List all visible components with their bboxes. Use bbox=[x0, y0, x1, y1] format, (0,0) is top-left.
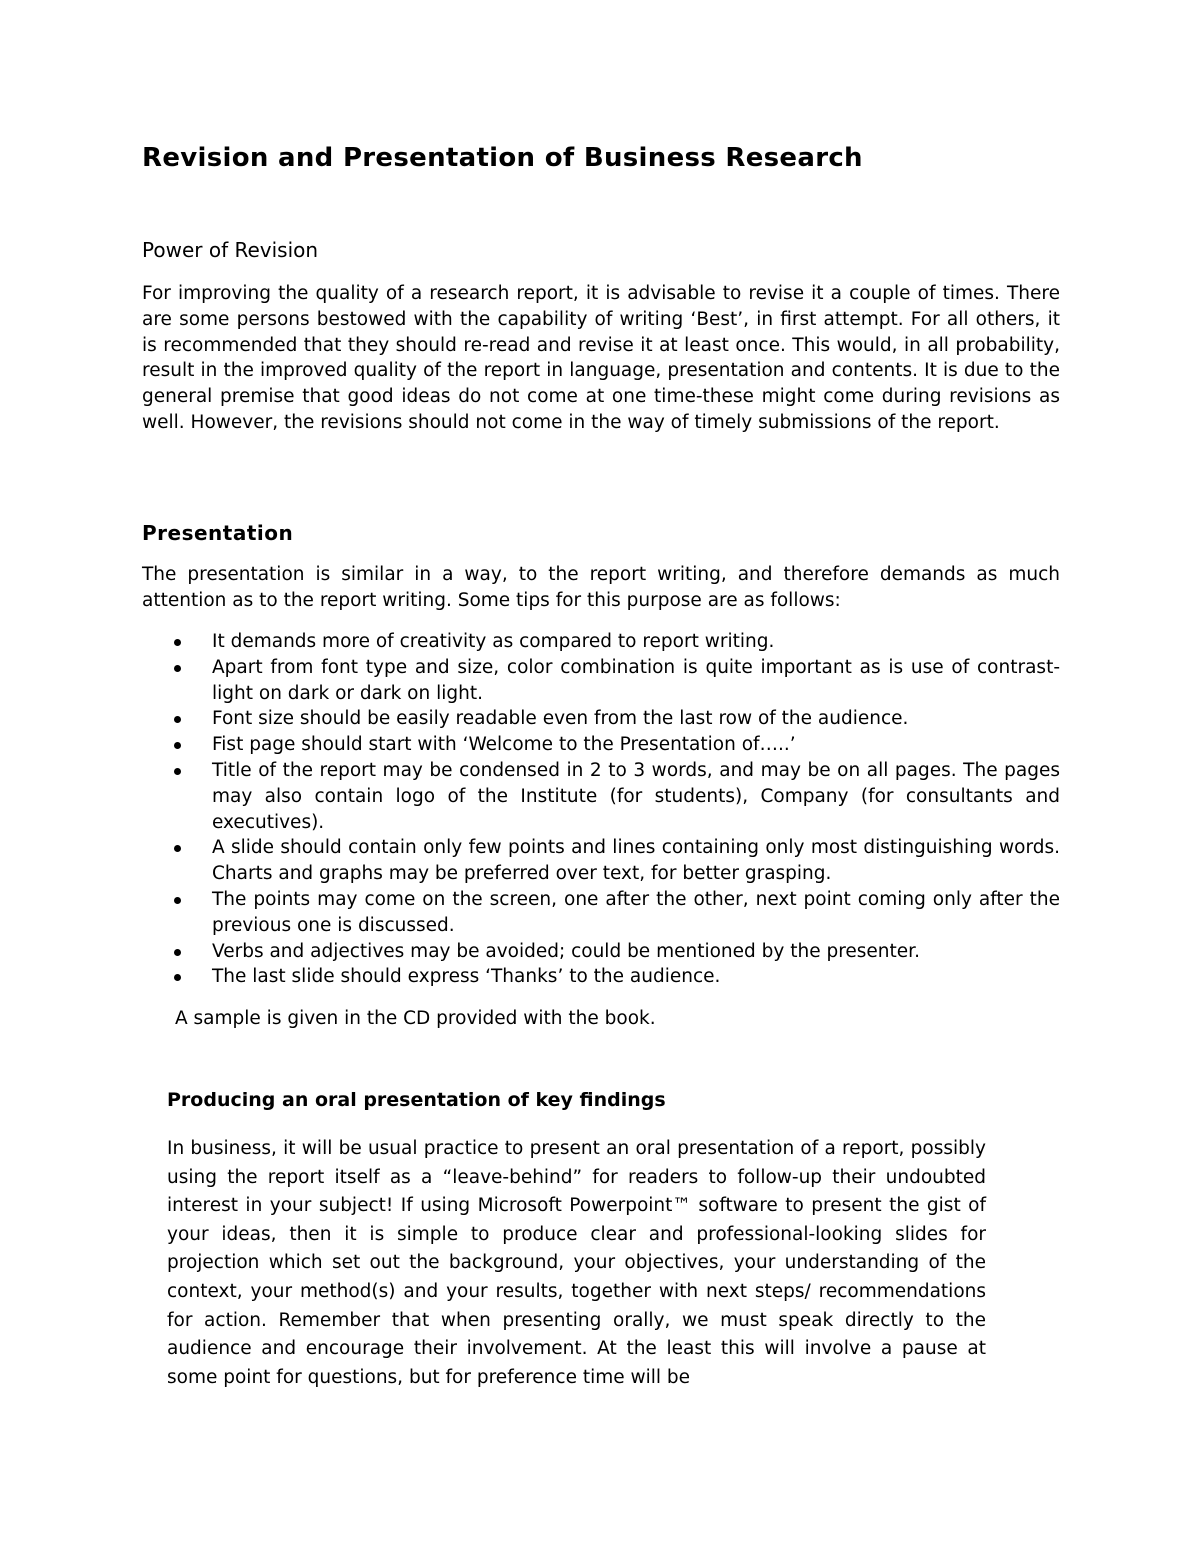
list-item bbox=[142, 629, 1060, 655]
list-item bbox=[142, 732, 1060, 758]
presentation-tips-list bbox=[142, 629, 1060, 990]
bullet-icon bbox=[174, 845, 181, 852]
list-item-text: Apart from font type and size, color combination is quite important as is use of contrast-light on dark or dark on light. bbox=[212, 656, 1060, 704]
list-item-text: Title of the report may be condensed in 2 to 3 words, and may be on all pages. The pages may also contain logo of the Institute (for students), Company (for consultants and executives). bbox=[212, 759, 1060, 833]
list-item-text: The points may come on the screen, one after the other, next point coming only after the previous one is discussed. bbox=[212, 888, 1060, 936]
list-item-text: The last slide should express ‘Thanks’ to the audience. bbox=[212, 966, 721, 988]
list-item-text: A slide should contain only few points and lines containing only most distinguishing words. Charts and graphs may be preferred over text, for better grasping. bbox=[212, 837, 1060, 885]
list-item bbox=[142, 964, 1060, 990]
list-item-text: Fist page should start with ‘Welcome to the Presentation of…..’ bbox=[212, 734, 796, 756]
bullet-icon bbox=[174, 639, 181, 646]
document-title: Revision and Presentation of Business Research bbox=[142, 143, 863, 173]
list-item-text: Verbs and adjectives may be avoided; could be mentioned by the presenter. bbox=[212, 940, 920, 962]
bullet-icon bbox=[174, 897, 181, 904]
list-item bbox=[142, 758, 1060, 835]
list-item-text: Font size should be easily readable even from the last row of the audience. bbox=[212, 708, 909, 730]
bullet-icon bbox=[174, 949, 181, 956]
heading-presentation: Presentation bbox=[142, 521, 294, 545]
list-item bbox=[142, 655, 1060, 707]
heading-oral-presentation: Producing an oral presentation of key findings bbox=[167, 1089, 666, 1111]
list-item bbox=[142, 887, 1060, 939]
paragraph-revision: For improving the quality of a research report, it is advisable to revise it a couple of times. There are some persons bestowed with the capability of writing ‘Best’, in first attempt. For all others, it is recommended that they should re-read and revise it at least once. This would, in all probability, result in the improved quality of the report in language, presentation and contents. It is due to the general premise that good ideas do not come at one time-these might come during revisions as well. However, the revisions should not come in the way of timely submissions of the report. bbox=[142, 283, 1060, 433]
paragraph-presentation-intro: The presentation is similar in a way, to the report writing, and therefore demands as much attention as to the report writing. Some tips for this purpose are as follows: bbox=[142, 564, 1060, 611]
list-item bbox=[142, 939, 1060, 965]
paragraph-oral-presentation: In business, it will be usual practice to present an oral presentation of a report, possibly using the report itself as a “leave-behind” for readers to follow-up their undoubted interest in your subject! If using Microsoft Powerpoint™ software to present the gist of your ideas, then it is simple to produce clear and professional-looking slides for projection which set out the background, your objectives, your understanding of the context, your method(s) and your results, together with next steps/ recommendations for action. Remember that when presenting orally, we must speak directly to the audience and encourage their involvement. At the least this will involve a pause at some point for questions, but for preference time will be bbox=[167, 1138, 986, 1388]
bullet-icon bbox=[174, 716, 181, 723]
bullet-icon bbox=[174, 665, 181, 672]
bullet-icon bbox=[174, 768, 181, 775]
bullet-icon bbox=[174, 742, 181, 749]
heading-power-of-revision: Power of Revision bbox=[142, 238, 319, 262]
paragraph-sample-note: A sample is given in the CD provided with the book. bbox=[175, 1008, 656, 1029]
list-item bbox=[142, 835, 1060, 887]
bullet-icon bbox=[174, 974, 181, 981]
list-item bbox=[142, 706, 1060, 732]
list-item-text: It demands more of creativity as compared to report writing. bbox=[212, 631, 775, 652]
